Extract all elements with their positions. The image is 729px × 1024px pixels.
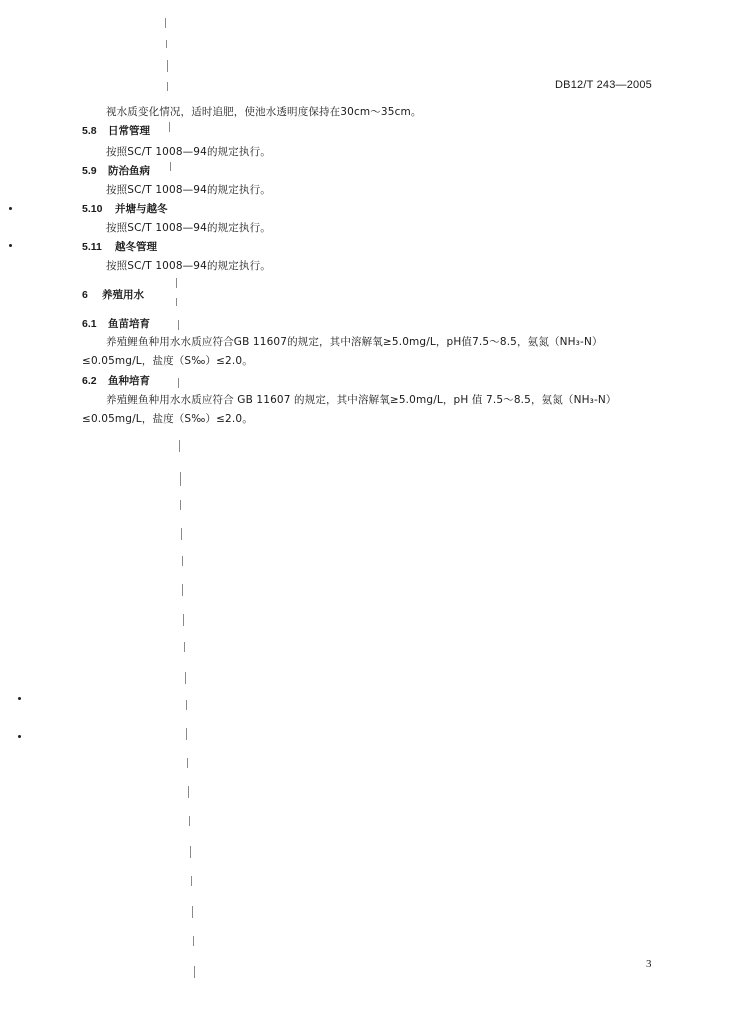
scan-crease-mark xyxy=(183,614,184,626)
scan-crease-mark xyxy=(167,60,168,72)
chapter-heading-6 xyxy=(82,288,144,302)
scan-crease-mark xyxy=(180,500,181,510)
section-title: 日常管理 xyxy=(108,125,150,137)
scan-crease-mark xyxy=(165,18,166,28)
scan-speck xyxy=(9,244,12,247)
section-title: 并塘与越冬 xyxy=(115,203,168,215)
scan-crease-mark xyxy=(176,298,177,306)
section-number: 5.10 xyxy=(82,203,103,215)
scan-crease-mark xyxy=(191,876,192,886)
scan-crease-mark xyxy=(186,728,187,740)
section-heading-5-10 xyxy=(82,202,168,216)
section-heading-5-11 xyxy=(82,240,157,254)
scan-crease-mark xyxy=(166,40,167,48)
scan-crease-mark xyxy=(187,758,188,768)
scan-crease-mark xyxy=(182,584,183,596)
scan-crease-mark xyxy=(182,556,183,566)
scan-crease-mark xyxy=(193,936,194,946)
scan-crease-mark xyxy=(192,906,193,918)
chapter-number: 6 xyxy=(82,289,88,301)
section-title: 鱼种培育 xyxy=(108,375,150,387)
section-body-5-8: 按照SC/T 1008—94的规定执行。 xyxy=(106,146,271,158)
scan-crease-mark xyxy=(176,278,177,288)
section-title: 越冬管理 xyxy=(115,241,157,253)
section-number: 6.2 xyxy=(82,375,97,387)
section-number: 5.11 xyxy=(82,241,102,253)
section-number: 5.9 xyxy=(82,165,97,177)
scan-speck xyxy=(9,207,12,210)
chapter-title: 养殖用水 xyxy=(102,289,144,301)
section-body-6-1-line-2: ≤0.05mg/L，盐度（S‰）≤2.0。 xyxy=(82,355,253,367)
page-number: 3 xyxy=(646,958,652,970)
section-heading-5-9 xyxy=(82,164,150,178)
scan-speck xyxy=(18,735,21,738)
section-heading-5-8 xyxy=(82,124,150,138)
scan-crease-mark xyxy=(178,378,179,388)
section-body-5-10: 按照SC/T 1008—94的规定执行。 xyxy=(106,222,271,234)
scan-crease-mark xyxy=(170,162,171,171)
scan-crease-mark xyxy=(186,700,187,710)
scan-crease-mark xyxy=(188,786,189,798)
section-body-6-2-line-1: 养殖鲤鱼种用水水质应符合 GB 11607 的规定，其中溶解氧≥5.0mg/L，pH 值 7.5～8.5，氨氮（NH₃-N） xyxy=(106,394,617,406)
scan-crease-mark xyxy=(167,82,168,91)
scan-crease-mark xyxy=(181,528,182,540)
scan-crease-mark xyxy=(190,846,191,858)
scan-crease-mark xyxy=(194,966,195,978)
scan-crease-mark xyxy=(185,672,186,684)
continuation-paragraph: 视水质变化情况，适时追肥，使池水透明度保持在30cm～35cm。 xyxy=(106,106,422,118)
section-title: 鱼苗培育 xyxy=(108,318,150,330)
scan-crease-mark xyxy=(178,320,179,330)
section-title: 防治鱼病 xyxy=(108,165,150,177)
section-body-6-1-line-1: 养殖鲤鱼种用水水质应符合GB 11607的规定，其中溶解氧≥5.0mg/L，pH值7.5～8.5，氨氮（NH₃-N） xyxy=(106,336,603,348)
scan-crease-mark xyxy=(179,440,180,452)
standard-code: DB12/T 243—2005 xyxy=(555,79,652,91)
scan-speck xyxy=(18,697,21,700)
section-body-6-2-line-2: ≤0.05mg/L，盐度（S‰）≤2.0。 xyxy=(82,413,253,425)
scan-crease-mark xyxy=(184,642,185,652)
section-heading-6-1 xyxy=(82,317,150,331)
section-heading-6-2 xyxy=(82,374,150,388)
scan-crease-mark xyxy=(169,122,170,132)
scan-crease-mark xyxy=(189,816,190,826)
section-body-5-11: 按照SC/T 1008—94的规定执行。 xyxy=(106,260,271,272)
section-number: 5.8 xyxy=(82,125,97,137)
section-body-5-9: 按照SC/T 1008—94的规定执行。 xyxy=(106,184,271,196)
scan-crease-mark xyxy=(180,472,181,486)
section-number: 6.1 xyxy=(82,318,97,330)
